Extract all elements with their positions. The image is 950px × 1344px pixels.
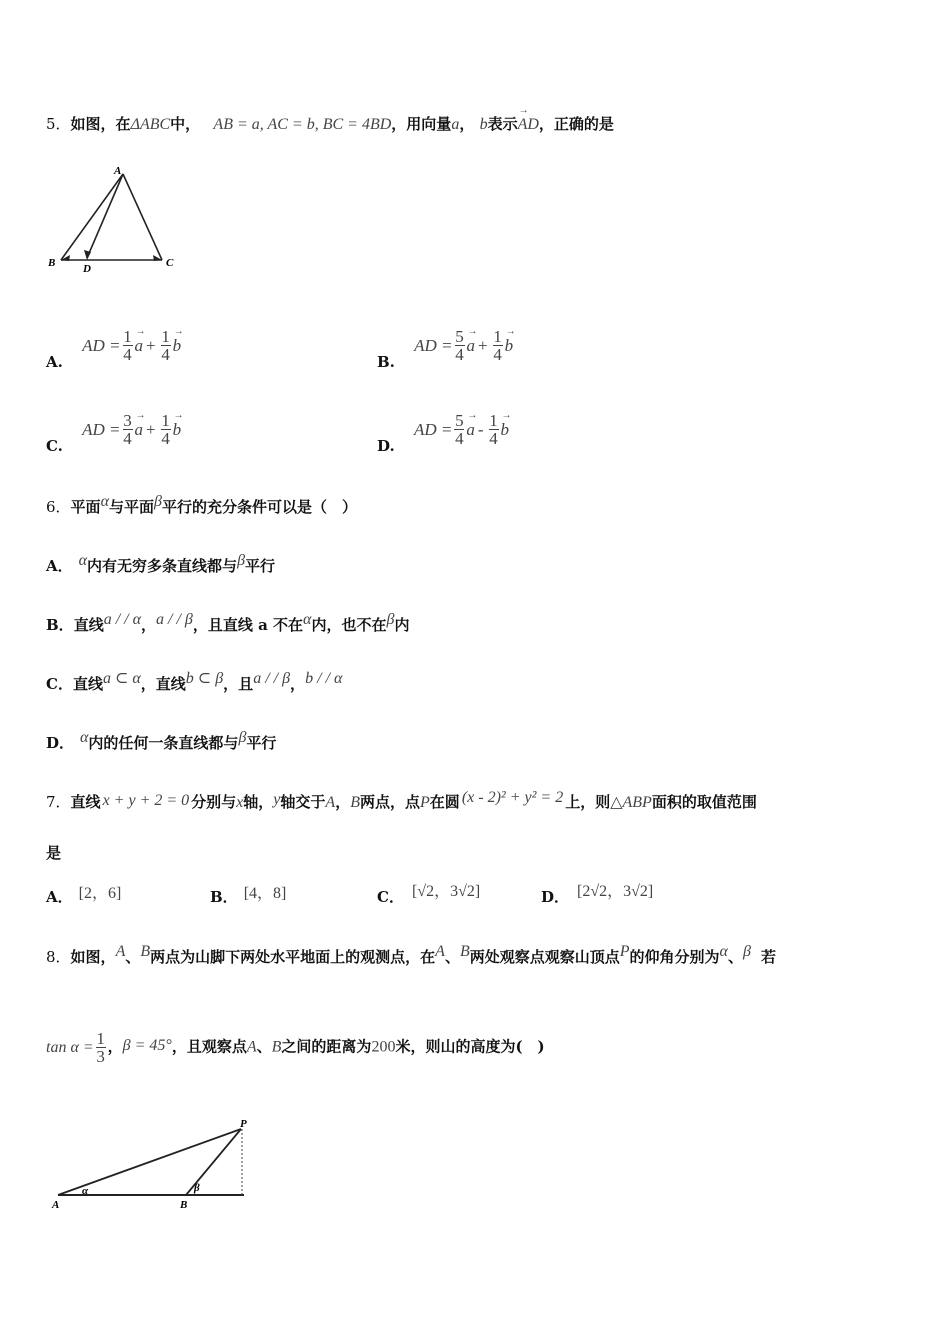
- q7-option-c[interactable]: C． [√2，3√2]: [377, 883, 481, 906]
- q8-label-alpha: α: [82, 1185, 89, 1197]
- q5-side-ac: [123, 174, 162, 260]
- q7-stem-continued: 是: [46, 844, 62, 862]
- q5-target-vector: → AD: [518, 115, 539, 135]
- q6-option-c[interactable]: C．直线a ⊂ α，直线b ⊂ β，且a / / β，b / / α: [46, 670, 343, 693]
- q5-option-c[interactable]: C. AD = $\frac{3}{4}$ → a + $\frac{1}{4}$ → b: [46, 412, 181, 447]
- q6-option-a[interactable]: A． α内有无穷多条直线都与β平行: [46, 552, 276, 575]
- q5-stem: 5．如图，在ΔABC中， AB = a, AC = b, BC = 4BD，用向量a， b表示→ AD，正确的是: [46, 114, 614, 135]
- q5-option-a[interactable]: A. AD = $\frac{1}{4}$ → a + $\frac{1}{4}$ → b: [46, 328, 181, 363]
- q5-option-d[interactable]: D. AD = $\frac{5}{4}$ → a - $\frac{1}{4}$ → b: [377, 412, 509, 447]
- q8-label-beta: β: [194, 1182, 200, 1194]
- q7-option-d[interactable]: D． [2√2，3√2]: [541, 883, 654, 906]
- q7-option-a[interactable]: A． [2，6]: [46, 885, 122, 906]
- q5-label-b: B: [48, 257, 56, 269]
- q8-stem-continued: tan α = $\frac{1}{3}$ ，β = 45°，且观察点A、B之间的距离为200米，则山的高度为( ): [46, 1029, 545, 1066]
- q6-stem: 6．平面α与平面β平行的充分条件可以是（ ）: [46, 493, 357, 516]
- q5-label-d: D: [83, 263, 91, 275]
- q5-label-c: C: [166, 257, 174, 269]
- q6-option-b[interactable]: B．直线a / / α，a / / β，且直线 a 不在α内，也不在β内: [46, 611, 410, 634]
- q7-stem: 7．直线 x + y + 2 = 0 分别与x轴，y轴交于A，B两点，点P在圆 (x - 2)² + y² = 2 上，则△ABP面积的取值范围: [46, 789, 757, 811]
- q8-stem: 8．如图，A、B两点为山脚下两处水平地面上的观测点，在A、B两处观察点观察山顶点P的仰角分别为α、β 若: [46, 943, 776, 966]
- q5-triangle-figure: [45, 160, 185, 280]
- q5-condition: AB = a, AC = b, BC = 4BD: [213, 116, 392, 133]
- q8-label-a: A: [52, 1199, 60, 1211]
- q6-option-d[interactable]: D． α内的任何一条直线都与β平行: [46, 729, 277, 752]
- q8-mountain-figure: [44, 1115, 254, 1215]
- q8-label-p: P: [240, 1118, 247, 1130]
- q8-label-b: B: [180, 1199, 188, 1211]
- q7-option-b[interactable]: B． [4，8]: [210, 885, 287, 906]
- q5-option-b[interactable]: B. AD = $\frac{5}{4}$ → a + $\frac{1}{4}$ → b: [377, 328, 513, 363]
- q5-label-a: A: [114, 165, 122, 177]
- q5-triangle: ΔABC: [130, 116, 171, 133]
